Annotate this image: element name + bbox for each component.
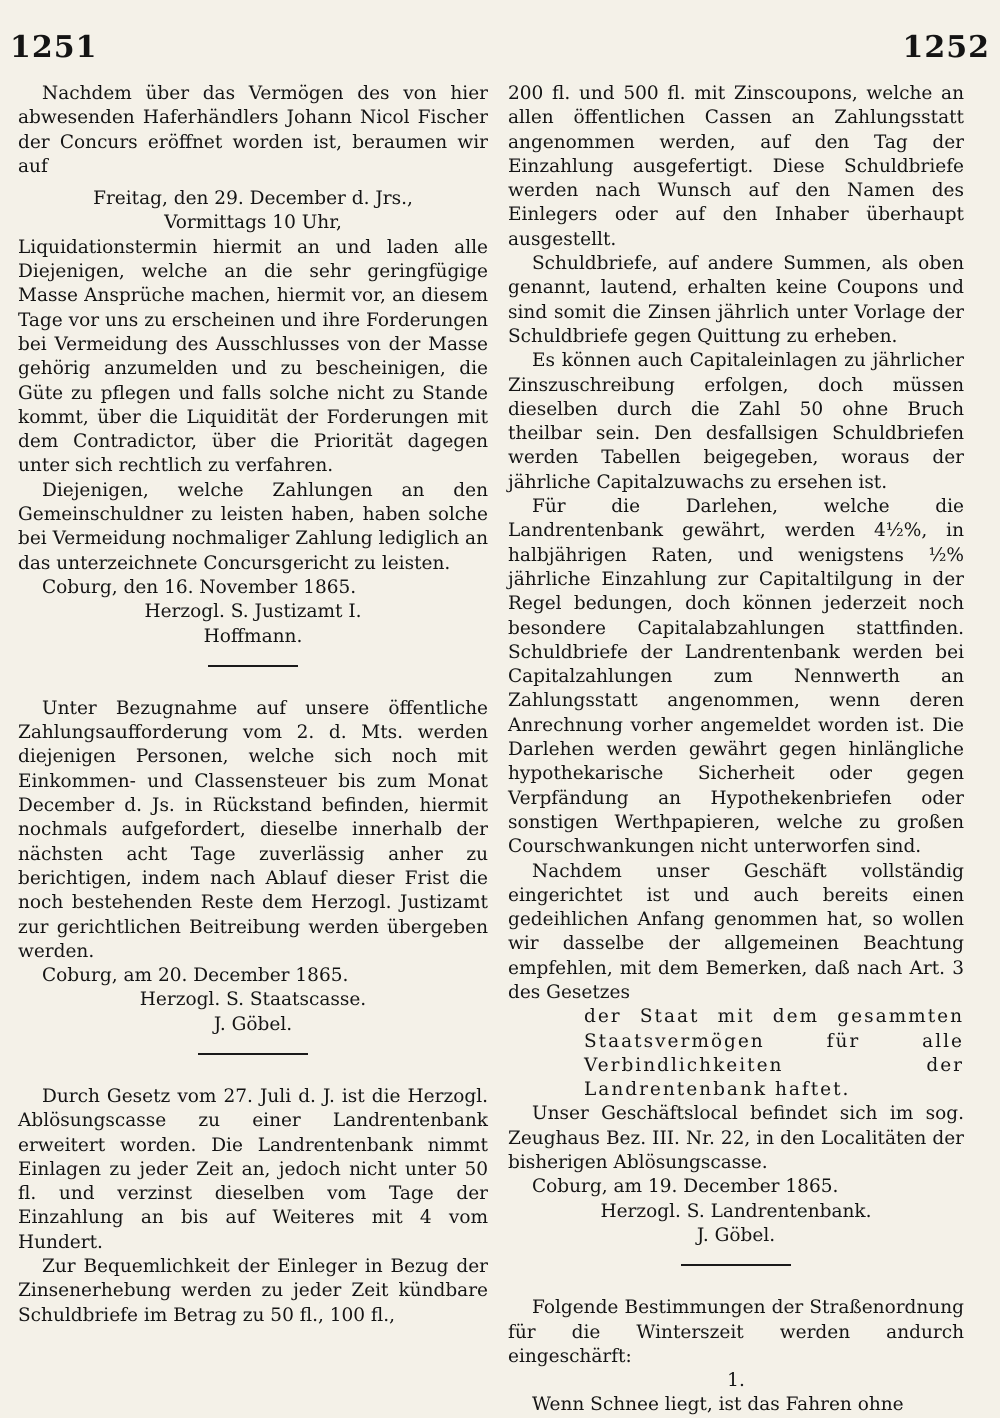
notice-tax-signature: J. Göbel. bbox=[213, 1013, 293, 1035]
notice-fischer-intro: Nachdem über das Vermögen des von hier abwesenden Haferhändlers Johann Nicol Fischer der Concurs eröffnet worden ist, beraumen wir auf bbox=[18, 83, 488, 177]
notice-tax-authority: Herzogl. S. Staatscasse. bbox=[139, 989, 367, 1011]
notice-tax-place-date: Coburg, am 20. December 1865. bbox=[42, 965, 349, 987]
left-column bbox=[18, 82, 488, 1328]
notice-fischer-body2: Diejenigen, welche Zahlungen an den Gemeinschuldner zu leisten haben, haben solche bei Vermeidung nochmaliger Zahlung lediglich an das unterzeichnete Concursgericht zu leisten. bbox=[18, 479, 488, 574]
bank-authority: Herzogl. S. Landrentenbank. bbox=[600, 1200, 872, 1222]
notice-fischer-date: Freitag, den 29. December d. Jrs., bbox=[93, 188, 413, 210]
street-order-intro: Folgende Bestimmungen der Straßenordnung für die Winterszeit werden andurch eingeschärft: bbox=[508, 1297, 964, 1367]
notice-fischer-time: Vormittags 10 Uhr, bbox=[164, 212, 342, 234]
notice-fischer-place-date: Coburg, den 16. November 1865. bbox=[42, 576, 357, 598]
street-order-section-number: 1. bbox=[727, 1370, 745, 1392]
bank-law-quote: der Staat mit dem gesammten Staatsvermögen für alle Verbindlichkeiten der Landrentenbank haftet. bbox=[584, 1006, 964, 1101]
bank-paragraph-3: Es können auch Capitaleinlagen zu jährlicher Zinszuschreibung erfolgen, doch müssen dieselben durch die Zahl 50 ohne Bruch theilbar sein. Den desfallsigen Schuldbriefen werden Tabellen beigegeben, woraus der jährliche Capitalzuwachs zu ersehen ist. bbox=[508, 350, 964, 493]
bank-paragraph-1: 200 fl. und 500 fl. mit Zinscoupons, welche an allen öffentlichen Cassen an Zahlungsstatt angenommen werden, auf den Tag der Einzahlung ausgefertigt. Diese Schuldbriefe werden nach Wunsch auf den Namen des Einlegers oder auf den Inhaber überhaupt ausgestellt. bbox=[508, 83, 964, 250]
bank-paragraph-2: Schuldbriefe, auf andere Summen, als oben genannt, lautend, erhalten keine Coupons und sind somit die Zinsen jährlich unter Vorlage der Schuldbriefe gegen Quittung zu erheben. bbox=[508, 253, 964, 347]
bank-signature: J. Göbel. bbox=[696, 1224, 776, 1246]
bank-place-date: Coburg, am 19. December 1865. bbox=[532, 1176, 839, 1198]
page-number-right: 1252 bbox=[902, 30, 990, 65]
notice-bank-body2: Zur Bequemlichkeit der Einleger in Bezug der Zinsenerhebung werden zu jeder Zeit kündbare Schuldbriefe im Betrag zu 50 fl., 100 fl., bbox=[18, 1256, 488, 1326]
street-order-paragraph-1: Wenn Schnee liegt, ist das Fahren ohne bbox=[532, 1394, 904, 1416]
bank-paragraph-5: Nachdem unser Geschäft vollständig eingerichtet ist und auch bereits einen gedeihlichen Anfang genommen hat, so wollen wir dasselbe der allgemeinen Beachtung empfehlen, mit dem Bemerken, daß nach Art. 3 des Gesetzes bbox=[508, 860, 964, 1003]
notice-fischer-body: Liquidationstermin hiermit an und laden alle Diejenigen, welche an die sehr geringfügige Masse Ansprüche machen, hiermit vor, an diesem Tage vor uns zu erscheinen und ihre Forderungen bei Vermeidung des Ausschlusses von der Masse gehörig anzumelden und zu bescheinigen, die Güte zu pflegen und falls solche nicht zu Stande kommt, über die Liquidität der Forderungen mit dem Contradictor, über die Priorität dagegen unter sich rechtlich zu verfahren. bbox=[18, 236, 488, 477]
right-column bbox=[508, 82, 964, 1418]
bank-paragraph-6: Unser Geschäftslocal befindet sich im sog. Zeughaus Bez. III. Nr. 22, in den Localitäten der bisherigen Ablösungscasse. bbox=[508, 1103, 964, 1174]
bank-paragraph-4: Für die Darlehen, welche die Landrentenbank gewährt, werden 4½%, in halbjährigen Raten, und wenigstens ½% jährliche Einzahlung zur Capitaltilgung in der Regel bedungen, doch können jederzeit noch besondere Capitalabzahlungen stattfinden. Schuldbriefe der Landrentenbank werden bei Capitalzahlungen zum Nennwerth an Zahlungsstatt angenommen, wenn deren Anrechnung vorher angemeldet worden ist. Die Darlehen werden gewährt gegen hinlängliche hypothekarische Sicherheit oder gegen Verpfändung an Hypothekenbriefen oder sonstigen Werthpapieren, welche zu großen Courschwankungen nicht unterworfen sind. bbox=[508, 496, 964, 858]
notice-bank-body: Durch Gesetz vom 27. Juli d. J. ist die Herzogl. Ablösungscasse zu einer Landrentenbank erweitert worden. Die Landrentenbank nimmt Einlagen zu jeder Zeit an, jedoch nicht unter 50 fl. und verzinst dieselben vom Tage der Einzahlung an bis auf Weiteres mit 4 vom Hundert. bbox=[18, 1085, 488, 1253]
page-number-left: 1251 bbox=[10, 30, 98, 65]
notice-tax-body: Unter Bezugnahme auf unsere öffentliche Zahlungsaufforderung vom 2. d. Mts. werden diejenigen Personen, welche sich noch mit Einkommen- und Classensteuer bis zum Monat December d. Js. in Rückstand befinden, hiermit nochmals aufgefordert, dieselbe innerhalb der nächsten acht Tage zuverlässig anher zu berichtigen, indem nach Ablauf dieser Frist die noch bestehenden Reste dem Herzogl. Justizamt zur gerichtlichen Beitreibung werden übergeben werden. bbox=[18, 697, 488, 962]
notice-fischer-authority: Herzogl. S. Justizamt I. bbox=[144, 601, 362, 623]
notice-fischer-signature: Hoffmann. bbox=[203, 625, 303, 647]
